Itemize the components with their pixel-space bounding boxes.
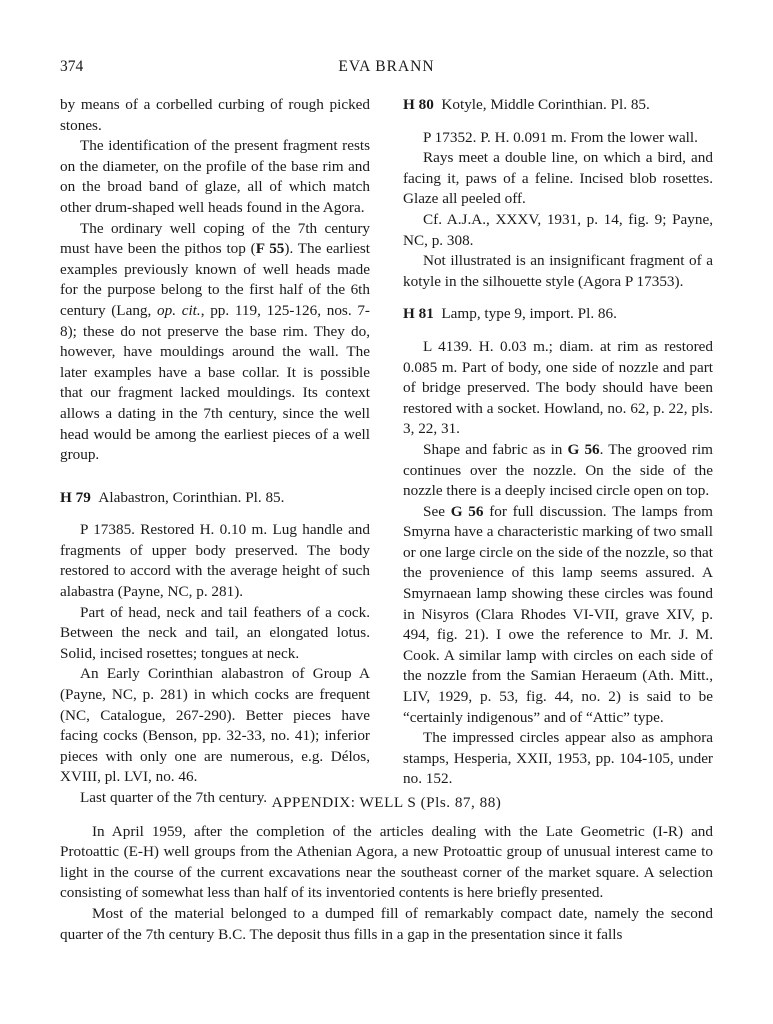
page-number: 374 — [60, 58, 84, 75]
paragraph: Most of the material belonged to a dumped fill of remarkably compact date, namely the second quarter of the 7th century B.C. The deposit thus fills in a gap in the presentation since it falls — [60, 904, 713, 943]
paragraph: by means of a corbelled curbing of rough picked stones. — [60, 96, 370, 134]
catalogue-reference: G 56 — [567, 440, 600, 458]
left-column — [60, 95, 370, 809]
catalogue-reference: F 55 — [255, 240, 285, 258]
page-header — [60, 58, 713, 80]
paragraph: An Early Corinthian alabastron of Group A (Payne, NC, p. 281) in which cocks are frequent (NC, Catalogue, 267-290). Better pieces have facing cocks (Benson, pp. 32-33, no. 41); inferior pieces with only one are numerous, e.g. Délos, XVIII, pl. LVI, no. 46. — [60, 665, 370, 786]
paragraph: In April 1959, after the completion of the articles dealing with the Late Geometric (I-R) and Protoattic (E-H) well groups from the Athenian Agora, a new Protoattic group of unusual interest came to light in the course of the current excavations near the southeast corner of the market square. A selection consisting of somewhat less than half of its inventoried contents is here briefly presented. — [60, 822, 713, 902]
paragraph: Shape and fabric as in G 56. The grooved rim continues over the nozzle. On the side of the nozzle there is a deeply incised circle open on top. — [403, 440, 713, 500]
entry-heading-h79 — [60, 488, 370, 509]
paragraph: P 17385. Restored H. 0.10 m. Lug handle and fragments of upper body preserved. The body restored to accord with the average height of such alabastra (Payne, NC, p. 281). — [60, 521, 370, 601]
paragraph: The identification of the present fragment rests on the diameter, on the profile of the base rim and on the broad band of glaze, all of which match other drum-shaped well heads found in the Agora. — [60, 137, 370, 216]
paragraph: The impressed circles appear also as amphora stamps, Hesperia, XXII, 1953, pp. 104-105, under no. 152. — [403, 729, 713, 788]
catalogue-number: H 79 — [60, 488, 91, 506]
catalogue-number: H 81 — [403, 305, 434, 323]
paragraph: The ordinary well coping of the 7th century must have been the pithos top (F 55). The earliest examples previously known of well heads made for the purpose belong to the first half of the 6th century (Lang, op. cit., pp. 119, 125-126, nos. 7-8); these do not preserve the base rim. They do, however, have mouldings around the wall. The later examples have a base collar. It is possible that our fragment lacked mouldings. Its context allows a dating in the 7th century, since the well head would be among the earliest pieces of a well group. — [60, 219, 370, 464]
appendix-title: APPENDIX: WELL S (Pls. 87, 88) — [271, 794, 502, 811]
appendix-section — [60, 793, 713, 945]
paragraph: Not illustrated is an insignificant fragment of a kotyle in the silhouette style (Agora P 17353). — [403, 252, 713, 290]
entry-heading-h81 — [403, 304, 713, 325]
paragraph: Cf. A.J.A., XXXV, 1931, p. 14, fig. 9; Payne, NC, p. 308. — [403, 210, 713, 249]
entry-title: Lamp, type 9, import. Pl. 86. — [441, 305, 617, 323]
entry-heading-h80 — [403, 95, 713, 116]
running-head: EVA BRANN — [338, 58, 435, 75]
entry-title: Kotyle, Middle Corinthian. Pl. 85. — [441, 96, 650, 113]
right-column — [403, 95, 713, 790]
paragraph: P 17352. P. H. 0.091 m. From the lower wall. — [423, 128, 698, 146]
paragraph: L 4139. H. 0.03 m.; diam. at rim as restored 0.085 m. Part of body, one side of nozzle and part of bridge preserved. The body should have been restored with a socket. Howland, no. 62, p. 22, pls. 3, 22, 31. — [403, 337, 713, 438]
entry-title: Alabastron, Corinthian. Pl. 85. — [98, 488, 285, 506]
paragraph: Last quarter of the 7th century. — [80, 789, 268, 806]
catalogue-number: H 80 — [403, 96, 434, 113]
paragraph: Part of head, neck and tail feathers of a cock. Between the neck and tail, an elongated lotus. Solid, incised rosettes; tongues at neck. — [60, 603, 370, 662]
paragraph: See G 56 for full discussion. The lamps from Smyrna have a characteristic marking of two small or one large circle on the side of the nozzle, so that the provenience of this lamp seems assured. A Smyrnaean lamp showing these circles was found in Nisyros (Clara Rhodes VI-VII, grave XIV, p. 494, fig. 21). I owe the reference to Mr. J. M. Cook. A similar lamp with circles on each side of the nozzle from the Samian Heraeum (Ath. Mitt., LIV, 1929, p. 53, fig. 44, no. 2) is said to be “certainly indigenous” and of “Attic” type. — [403, 502, 713, 726]
paragraph: Rays meet a double line, on which a bird, and facing it, paws of a feline. Incised blob rosettes. Glaze all peeled off. — [403, 149, 713, 208]
catalogue-reference: G 56 — [450, 502, 484, 520]
